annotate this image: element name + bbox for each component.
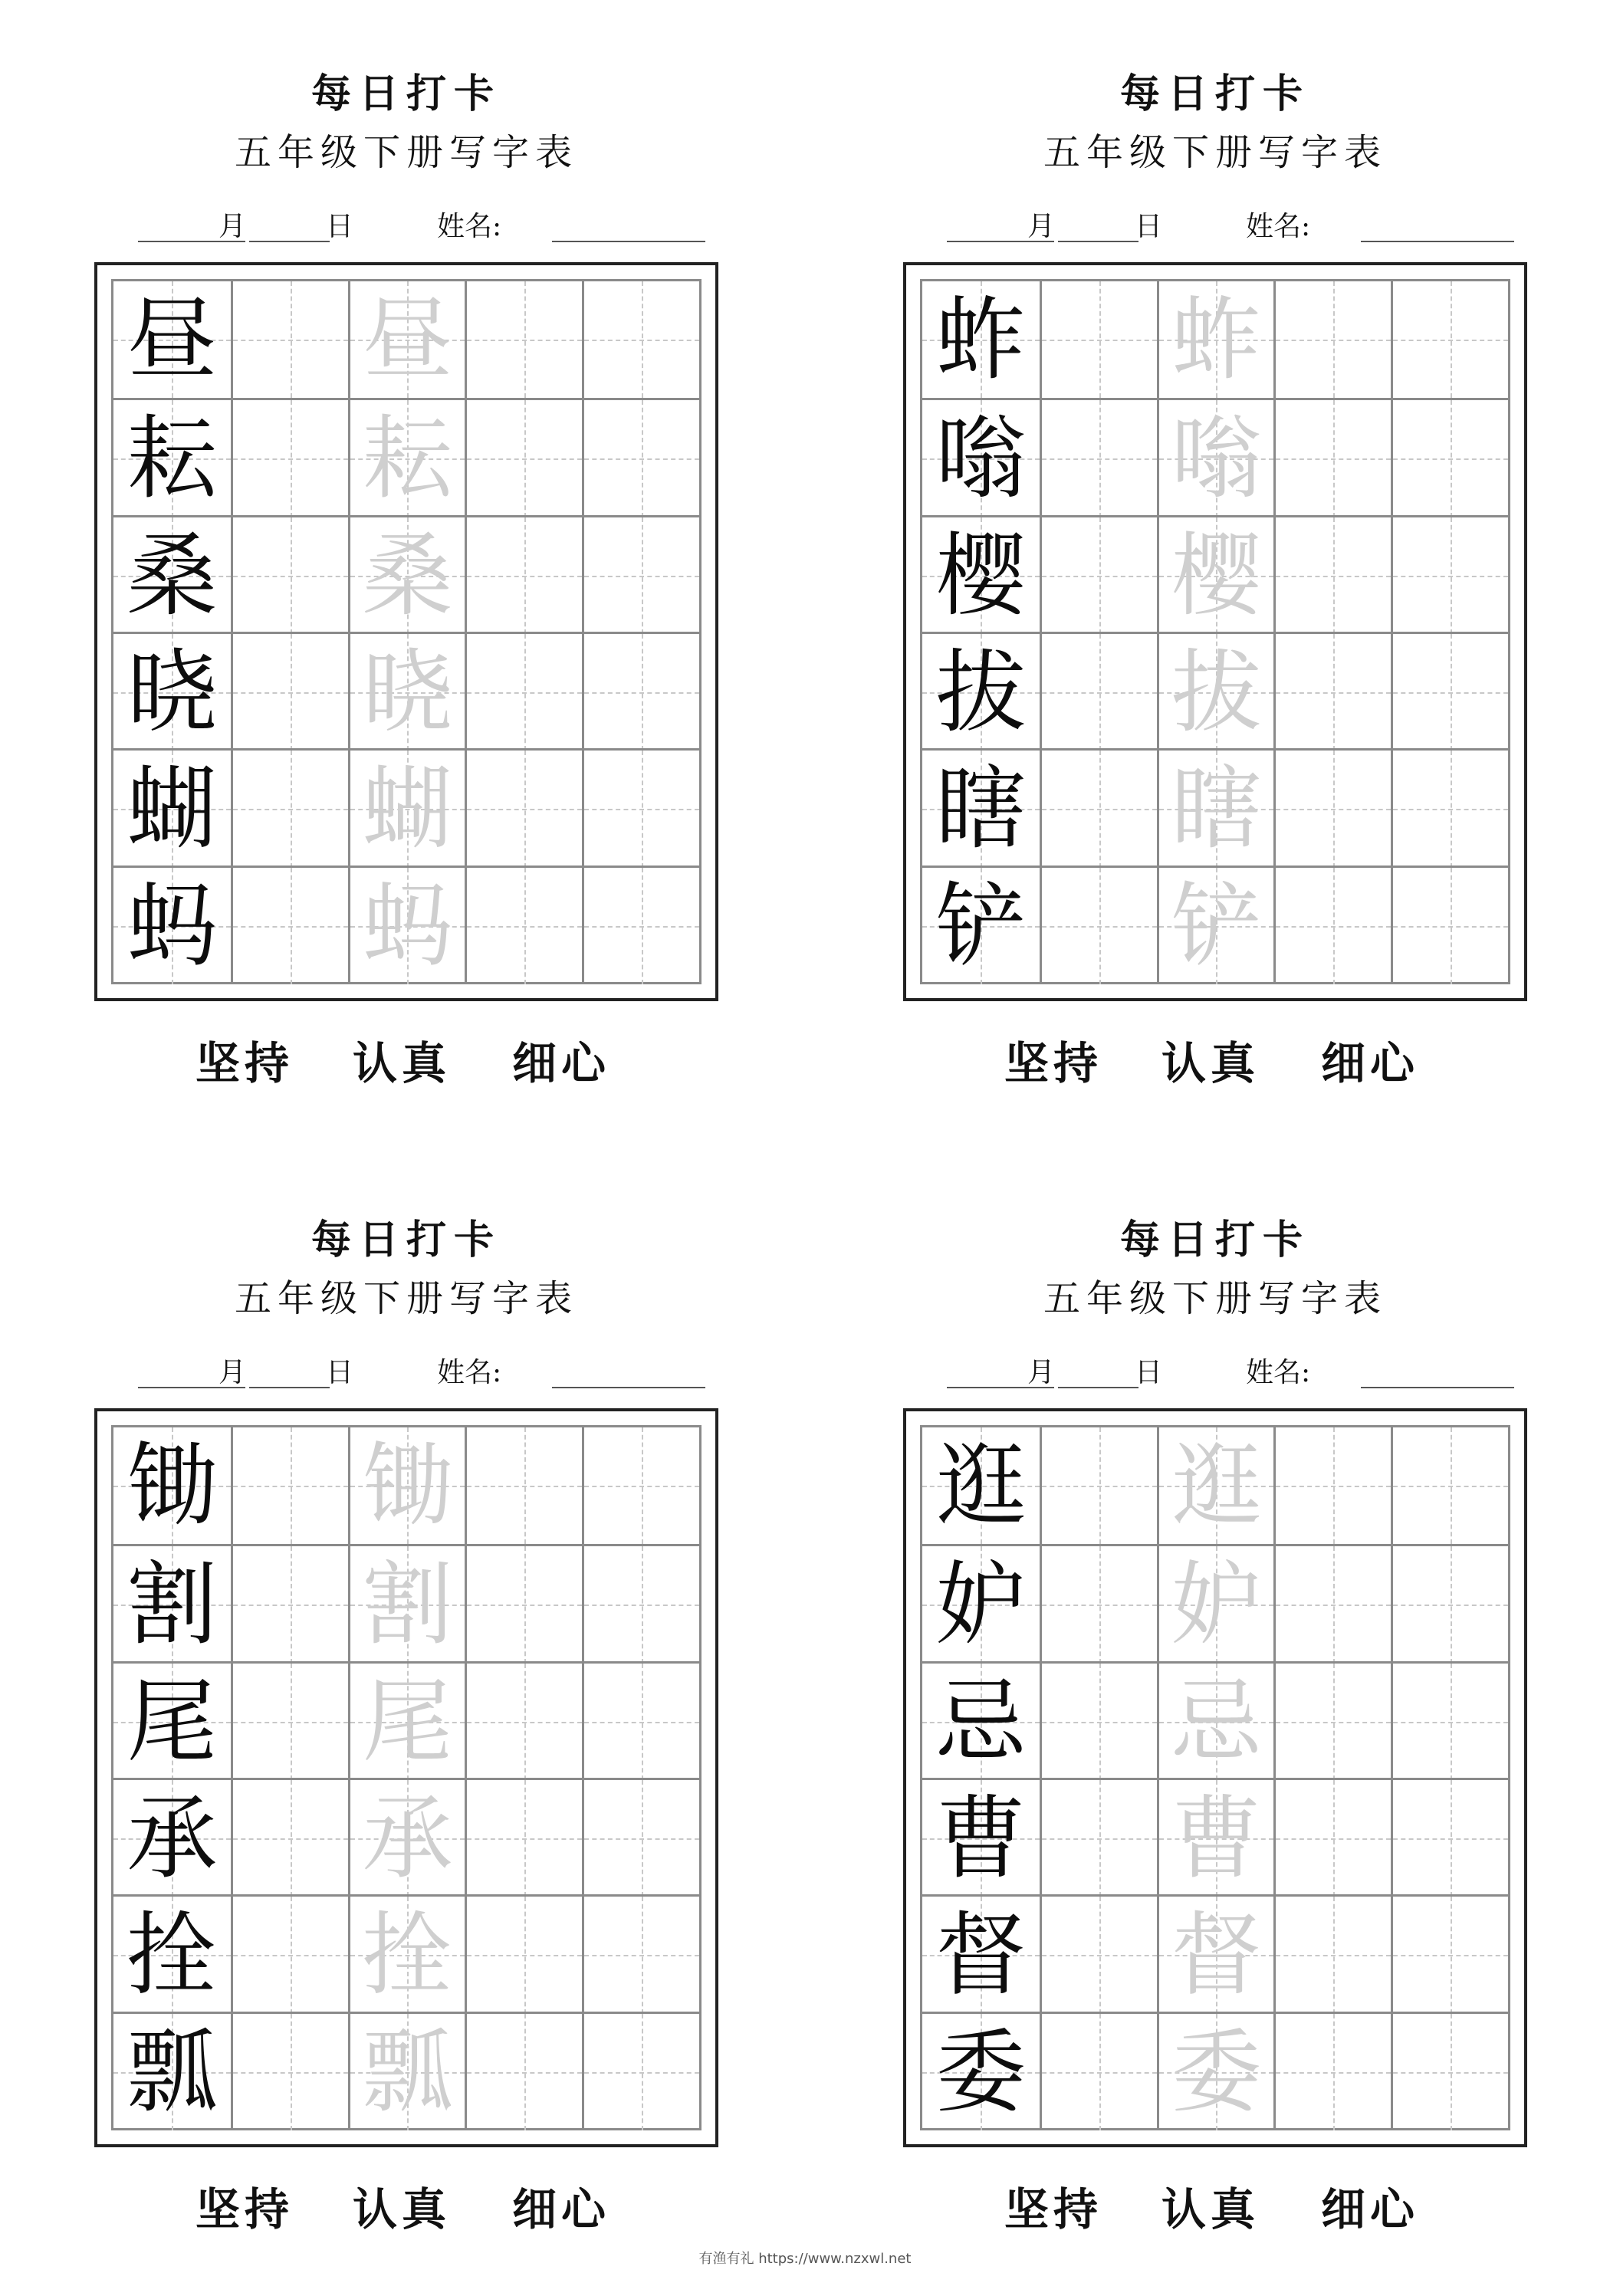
model-character: 铲 [935, 872, 1027, 979]
trace-cell[interactable] [348, 1427, 465, 1544]
trace-cell[interactable] [1157, 1664, 1274, 1780]
practice-cell[interactable] [1391, 1897, 1508, 2013]
practice-cell[interactable] [1040, 751, 1157, 867]
practice-cell[interactable] [582, 634, 699, 751]
model-cell [113, 634, 231, 751]
card-subtitle: 五年级下册写字表 [234, 1277, 578, 1320]
card-title: 每日打卡 [1119, 71, 1310, 117]
name-blank[interactable] [1361, 1387, 1514, 1388]
practice-cell[interactable] [231, 634, 348, 751]
trace-character: 嗡 [1171, 406, 1262, 512]
grid-row [113, 632, 699, 751]
practice-cell[interactable] [465, 517, 582, 634]
day-blank[interactable] [1058, 1387, 1138, 1388]
practice-cell[interactable] [1040, 1897, 1157, 2013]
grid-row [922, 1544, 1508, 1663]
practice-cell[interactable] [231, 281, 348, 398]
trace-cell[interactable] [348, 281, 465, 398]
motto [901, 1027, 1530, 1089]
practice-cell[interactable] [582, 751, 699, 867]
trace-character: 尾 [362, 1668, 453, 1775]
practice-cell[interactable] [1391, 634, 1508, 751]
writing-frame [903, 262, 1527, 1001]
model-cell [113, 1897, 231, 2013]
tianzige-grid [111, 1425, 702, 2130]
card-title: 每日打卡 [310, 1217, 501, 1263]
model-cell [113, 868, 231, 984]
card-subtitle: 五年级下册写字表 [234, 131, 578, 174]
footer-watermark: 有渔有礼 https://www.nzxwl.net [698, 2251, 912, 2267]
practice-card [901, 46, 1530, 1150]
grid-row [922, 1778, 1508, 1897]
model-character: 拴 [127, 1902, 218, 2009]
model-character: 委 [935, 2018, 1027, 2125]
day-label: 日 [326, 211, 354, 242]
month-label: 月 [219, 1357, 247, 1388]
trace-character: 承 [362, 1785, 453, 1892]
model-cell [922, 2014, 1040, 2130]
trace-cell[interactable] [1157, 751, 1274, 867]
practice-cell[interactable] [1273, 751, 1391, 867]
model-cell [922, 1546, 1040, 1663]
practice-cell[interactable] [1040, 2014, 1157, 2130]
trace-character: 耘 [362, 406, 453, 512]
trace-cell[interactable] [1157, 1546, 1274, 1663]
practice-cell[interactable] [582, 1780, 699, 1897]
model-cell [113, 281, 231, 398]
model-character: 蚂 [127, 872, 218, 979]
day-label: 日 [1135, 1357, 1163, 1388]
practice-cell[interactable] [582, 1897, 699, 2013]
model-character: 晓 [127, 639, 218, 746]
trace-cell[interactable] [1157, 400, 1274, 517]
trace-cell[interactable] [348, 1546, 465, 1663]
practice-cell[interactable] [1391, 1664, 1508, 1780]
model-cell [922, 1780, 1040, 1897]
grid-row [922, 866, 1508, 984]
model-character: 蚱 [935, 287, 1027, 393]
grid-row [113, 515, 699, 634]
model-character: 督 [935, 1902, 1027, 2009]
practice-card [92, 1192, 721, 2296]
practice-cell[interactable] [1040, 281, 1157, 398]
trace-cell[interactable] [348, 400, 465, 517]
practice-cell[interactable] [1391, 400, 1508, 517]
practice-cell[interactable] [1273, 281, 1391, 398]
date-name-line [92, 1353, 721, 1399]
practice-cell[interactable] [1273, 1780, 1391, 1897]
model-cell [113, 400, 231, 517]
grid-row [113, 1427, 699, 1544]
trace-character: 逛 [1171, 1433, 1262, 1539]
model-character: 瞎 [935, 756, 1027, 862]
trace-character: 蝴 [362, 756, 453, 862]
practice-cell[interactable] [1040, 634, 1157, 751]
practice-cell[interactable] [231, 1897, 348, 2013]
grid-row [922, 515, 1508, 634]
model-cell [922, 1427, 1040, 1544]
grid-row [113, 1894, 699, 2013]
practice-cell[interactable] [465, 281, 582, 398]
motto-2: 认真 [353, 2183, 452, 2235]
model-character: 逛 [935, 1433, 1027, 1539]
grid-row [922, 398, 1508, 517]
motto-1: 坚持 [196, 1037, 294, 1089]
practice-cell[interactable] [1040, 400, 1157, 517]
name-blank[interactable] [552, 1387, 705, 1388]
practice-cell[interactable] [231, 2014, 348, 2130]
model-character: 瓢 [127, 2018, 218, 2125]
practice-cell[interactable] [231, 1780, 348, 1897]
motto-2: 认真 [1162, 1037, 1260, 1089]
model-character: 耘 [127, 406, 218, 512]
grid-row [922, 1427, 1508, 1544]
practice-cell[interactable] [582, 2014, 699, 2130]
grid-row [922, 2012, 1508, 2130]
practice-cell[interactable] [465, 634, 582, 751]
trace-cell[interactable] [348, 634, 465, 751]
model-cell [922, 1664, 1040, 1780]
trace-cell[interactable] [1157, 2014, 1274, 2130]
practice-cell[interactable] [1391, 751, 1508, 867]
trace-character: 拴 [362, 1902, 453, 2009]
motto-3: 细心 [1321, 1037, 1420, 1089]
practice-cell[interactable] [1273, 517, 1391, 634]
month-label: 月 [1027, 211, 1056, 242]
practice-cell[interactable] [231, 751, 348, 867]
practice-cell[interactable] [1040, 1664, 1157, 1780]
practice-cell[interactable] [582, 281, 699, 398]
practice-cell[interactable] [465, 868, 582, 984]
trace-cell[interactable] [1157, 1897, 1274, 2013]
practice-cell[interactable] [1273, 400, 1391, 517]
grid-row [922, 632, 1508, 751]
grid-row [113, 1544, 699, 1663]
practice-cell[interactable] [1040, 868, 1157, 984]
trace-character: 锄 [362, 1433, 453, 1539]
practice-cell[interactable] [465, 751, 582, 867]
name-label: 姓名: [437, 1357, 502, 1388]
motto-3: 细心 [512, 2183, 611, 2235]
trace-character: 蚂 [362, 872, 453, 979]
practice-cell[interactable] [1391, 281, 1508, 398]
date-name-line [901, 1353, 1530, 1399]
motto-1: 坚持 [196, 2183, 294, 2235]
trace-cell[interactable] [1157, 634, 1274, 751]
practice-cell[interactable] [465, 1897, 582, 2013]
tianzige-grid [111, 279, 702, 984]
model-character: 妒 [935, 1552, 1027, 1658]
grid-row [113, 281, 699, 398]
name-label: 姓名: [1246, 211, 1311, 242]
model-character: 蝴 [127, 756, 218, 862]
model-character: 锄 [127, 1433, 218, 1539]
model-character: 尾 [127, 1668, 218, 1775]
practice-cell[interactable] [582, 1427, 699, 1544]
trace-cell[interactable] [348, 517, 465, 634]
trace-character: 曹 [1171, 1785, 1262, 1892]
trace-cell[interactable] [348, 751, 465, 867]
card-subtitle: 五年级下册写字表 [1043, 1277, 1387, 1320]
month-label: 月 [219, 211, 247, 242]
practice-cell[interactable] [582, 868, 699, 984]
model-cell [113, 1427, 231, 1544]
practice-cell[interactable] [1391, 517, 1508, 634]
practice-cell[interactable] [1273, 1427, 1391, 1544]
practice-cell[interactable] [231, 400, 348, 517]
model-cell [922, 751, 1040, 867]
practice-cell[interactable] [582, 400, 699, 517]
trace-character: 蚱 [1171, 287, 1262, 393]
trace-character: 桑 [362, 522, 453, 629]
model-character: 嗡 [935, 406, 1027, 512]
motto-3: 细心 [1321, 2183, 1420, 2235]
trace-cell[interactable] [1157, 517, 1274, 634]
practice-cell[interactable] [231, 1427, 348, 1544]
model-cell [113, 751, 231, 867]
practice-cell[interactable] [231, 1664, 348, 1780]
grid-row [113, 2012, 699, 2130]
practice-cell[interactable] [1391, 1546, 1508, 1663]
motto-2: 认真 [353, 1037, 452, 1089]
name-blank[interactable] [552, 241, 705, 242]
practice-cell[interactable] [1273, 868, 1391, 984]
tianzige-grid [920, 279, 1510, 984]
trace-cell[interactable] [348, 1897, 465, 2013]
model-character: 樱 [935, 522, 1027, 629]
writing-frame [94, 262, 718, 1001]
trace-character: 委 [1171, 2018, 1262, 2125]
model-character: 忌 [935, 1668, 1027, 1775]
model-cell [922, 281, 1040, 398]
grid-row [113, 1661, 699, 1780]
grid-row [113, 748, 699, 867]
model-cell [922, 868, 1040, 984]
motto-1: 坚持 [1004, 2183, 1103, 2235]
trace-character: 瞎 [1171, 756, 1262, 862]
practice-cell[interactable] [1273, 1897, 1391, 2013]
motto-1: 坚持 [1004, 1037, 1103, 1089]
trace-cell[interactable] [1157, 868, 1274, 984]
motto [92, 1027, 721, 1089]
date-name-line [901, 207, 1530, 253]
practice-cell[interactable] [1040, 517, 1157, 634]
trace-cell[interactable] [348, 868, 465, 984]
trace-cell[interactable] [1157, 281, 1274, 398]
grid-row [922, 281, 1508, 398]
grid-row [922, 1661, 1508, 1780]
day-label: 日 [1135, 211, 1163, 242]
trace-cell[interactable] [1157, 1780, 1274, 1897]
card-title: 每日打卡 [1119, 1217, 1310, 1263]
trace-character: 晓 [362, 639, 453, 746]
month-label: 月 [1027, 1357, 1056, 1388]
day-label: 日 [326, 1357, 354, 1388]
writing-frame [903, 1408, 1527, 2147]
motto [901, 2173, 1530, 2235]
practice-cell[interactable] [1391, 2014, 1508, 2130]
name-label: 姓名: [1246, 1357, 1311, 1388]
practice-cell[interactable] [1273, 2014, 1391, 2130]
practice-cell[interactable] [1391, 1427, 1508, 1544]
tianzige-grid [920, 1425, 1510, 2130]
motto-2: 认真 [1162, 2183, 1260, 2235]
practice-cell[interactable] [231, 868, 348, 984]
trace-character: 樱 [1171, 522, 1262, 629]
practice-cell[interactable] [465, 1780, 582, 1897]
trace-character: 割 [362, 1552, 453, 1658]
model-cell [922, 517, 1040, 634]
practice-cell[interactable] [1040, 1546, 1157, 1663]
practice-cell[interactable] [231, 1546, 348, 1663]
practice-cell[interactable] [1391, 1780, 1508, 1897]
model-cell [922, 1897, 1040, 2013]
practice-cell[interactable] [1391, 868, 1508, 984]
model-cell [113, 2014, 231, 2130]
model-cell [113, 1664, 231, 1780]
practice-card [92, 46, 721, 1150]
grid-row [113, 866, 699, 984]
practice-cell[interactable] [465, 1546, 582, 1663]
trace-character: 拔 [1171, 639, 1262, 746]
practice-cell[interactable] [1273, 1546, 1391, 1663]
model-character: 桑 [127, 522, 218, 629]
model-cell [113, 517, 231, 634]
day-blank[interactable] [249, 241, 330, 242]
name-label: 姓名: [437, 211, 502, 242]
practice-cell[interactable] [582, 517, 699, 634]
trace-character: 昼 [362, 287, 453, 393]
motto [92, 2173, 721, 2235]
model-character: 昼 [127, 287, 218, 393]
card-title: 每日打卡 [310, 71, 501, 117]
model-character: 承 [127, 1785, 218, 1892]
grid-row [113, 1778, 699, 1897]
model-cell [113, 1780, 231, 1897]
trace-character: 瓢 [362, 2018, 453, 2125]
practice-cell[interactable] [1273, 634, 1391, 751]
trace-character: 铲 [1171, 872, 1262, 979]
card-subtitle: 五年级下册写字表 [1043, 131, 1387, 174]
model-cell [922, 400, 1040, 517]
practice-cell[interactable] [231, 517, 348, 634]
trace-character: 妒 [1171, 1552, 1262, 1658]
trace-cell[interactable] [348, 1780, 465, 1897]
practice-cell[interactable] [1040, 1780, 1157, 1897]
practice-cell[interactable] [582, 1546, 699, 1663]
practice-card [901, 1192, 1530, 2296]
grid-row [922, 1894, 1508, 2013]
practice-cell[interactable] [1040, 1427, 1157, 1544]
model-cell [922, 634, 1040, 751]
day-blank[interactable] [249, 1387, 330, 1388]
practice-cell[interactable] [582, 1664, 699, 1780]
grid-row [922, 748, 1508, 867]
model-cell [113, 1546, 231, 1663]
model-character: 拔 [935, 639, 1027, 746]
practice-cell[interactable] [465, 400, 582, 517]
practice-cell[interactable] [1273, 1664, 1391, 1780]
motto-3: 细心 [512, 1037, 611, 1089]
model-character: 割 [127, 1552, 218, 1658]
trace-cell[interactable] [348, 2014, 465, 2130]
writing-frame [94, 1408, 718, 2147]
model-character: 曹 [935, 1785, 1027, 1892]
trace-cell[interactable] [1157, 1427, 1274, 1544]
day-blank[interactable] [1058, 241, 1138, 242]
practice-cell[interactable] [465, 2014, 582, 2130]
trace-character: 督 [1171, 1902, 1262, 2009]
trace-cell[interactable] [348, 1664, 465, 1780]
practice-cell[interactable] [465, 1664, 582, 1780]
practice-cell[interactable] [465, 1427, 582, 1544]
trace-character: 忌 [1171, 1668, 1262, 1775]
grid-row [113, 398, 699, 517]
date-name-line [92, 207, 721, 253]
name-blank[interactable] [1361, 241, 1514, 242]
